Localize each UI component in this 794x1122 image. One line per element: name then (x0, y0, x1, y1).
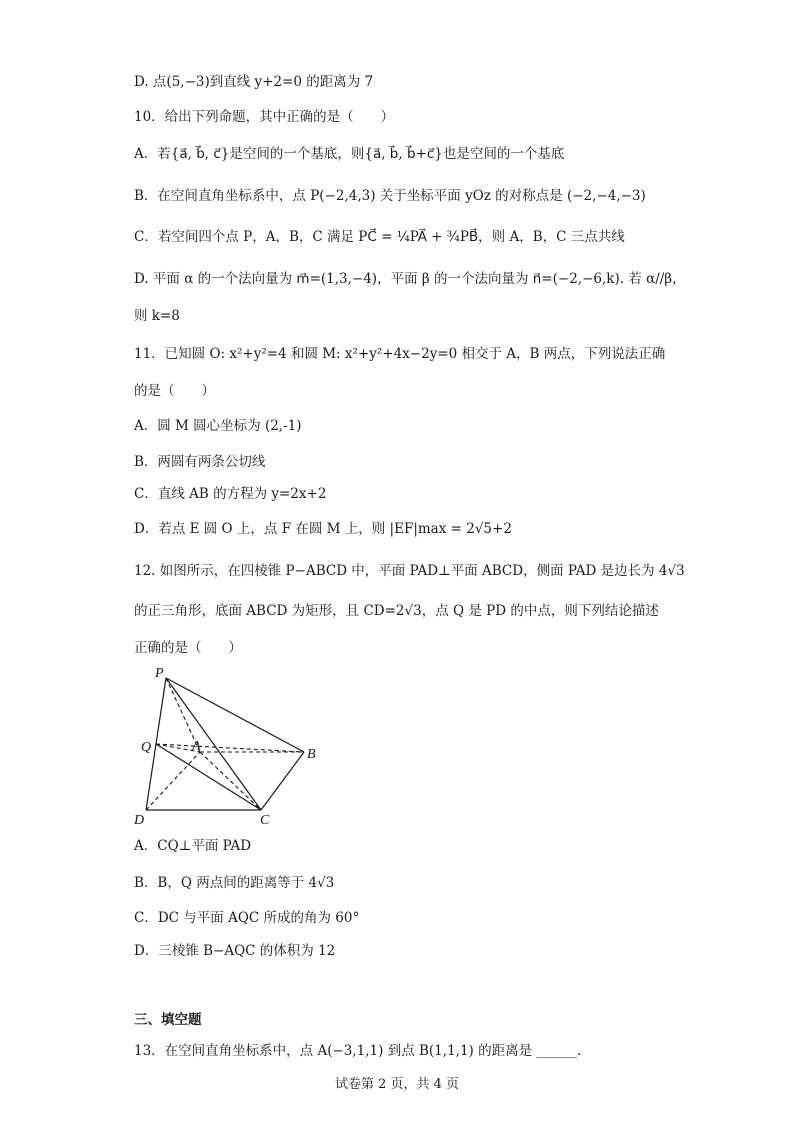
question-11-option-d: D．若点 E 圆 O 上，点 F 在圆 M 上，则 |EF|max = 2√5+2 (134, 521, 512, 537)
edge-AC (200, 752, 261, 810)
question-11-stem-cont: 的是（ ） (134, 383, 215, 399)
question-12-stem-cont: 的正三角形，底面 ABCD 为矩形，且 CD=2√3，点 Q 是 PD 的中点，则下列结论描述 (134, 603, 659, 619)
question-10-option-a: A．若{a⃗, b⃗, c⃗}是空间的一个基底，则{a⃗, b⃗, b⃗+c⃗}也是空间的一个基底 (134, 146, 565, 162)
question-12-option-b: B．B，Q 两点间的距离等于 4√3 (134, 875, 335, 891)
edge-PB (166, 678, 304, 752)
question-13: 13．在空间直角坐标系中，点 A(−3,1,1) 到点 B(1,1,1) 的距离是 ______. (134, 1043, 582, 1059)
question-11-option-c: C．直线 AB 的方程为 y=2x+2 (134, 486, 327, 502)
label-A: A (192, 739, 201, 754)
question-11-option-a: A．圆 M 圆心坐标为 (2,-1) (134, 418, 302, 434)
question-12-stem: 12. 如图所示，在四棱锥 P−ABCD 中，平面 PAD⊥平面 ABCD，侧面 PAD 是边长为 4√3 (134, 563, 685, 579)
question-12-option-c: C．DC 与平面 AQC 所成的角为 60° (134, 910, 360, 926)
question-12-option-d: D．三棱锥 B−AQC 的体积为 12 (134, 943, 336, 959)
section-heading-fill-in: 三、填空题 (134, 1012, 202, 1028)
page-footer: 试卷第 2 页，共 4 页 (334, 1077, 460, 1092)
pyramid-figure (128, 664, 328, 832)
label-P: P (155, 666, 164, 681)
edge-DA (146, 752, 200, 810)
question-12-option-a: A．CQ⊥平面 PAD (134, 838, 252, 854)
question-10-stem: 10．给出下列命题，其中正确的是（ ） (134, 109, 395, 125)
question-11-stem: 11．已知圆 O: x²+y²=4 和圆 M: x²+y²+4x−2y=0 相交于 A，B 两点，下列说法正确 (134, 346, 666, 362)
question-10-option-d-cont: 则 k=8 (134, 308, 180, 324)
question-12-stem-end: 正确的是（ ） (134, 640, 242, 656)
question-11-option-b: B．两圆有两条公切线 (134, 454, 266, 470)
label-D: D (134, 813, 145, 828)
line-d-prev: D. 点(5,−3)到直线 y+2=0 的距离为 7 (134, 74, 374, 90)
label-Q: Q (141, 740, 152, 755)
edge-QC (156, 744, 261, 810)
edge-PC (166, 678, 261, 810)
edge-CB (261, 752, 304, 810)
question-10-option-b: B．在空间直角坐标系中，点 P(−2,4,3) 关于坐标平面 yOz 的对称点是 (−2,−4,−3) (134, 188, 646, 204)
label-C: C (260, 813, 270, 828)
label-B: B (307, 747, 316, 762)
question-10-option-c: C．若空间四个点 P，A，B，C 满足 PC⃗ = ¼PA⃗ + ¾PB⃗，则 A，B，C 三点共线 (134, 229, 625, 245)
question-10-option-d: D. 平面 α 的一个法向量为 m⃗=(1,3,−4)，平面 β 的一个法向量为 n⃗=(−2,−6,k). 若 α//β， (134, 271, 686, 287)
